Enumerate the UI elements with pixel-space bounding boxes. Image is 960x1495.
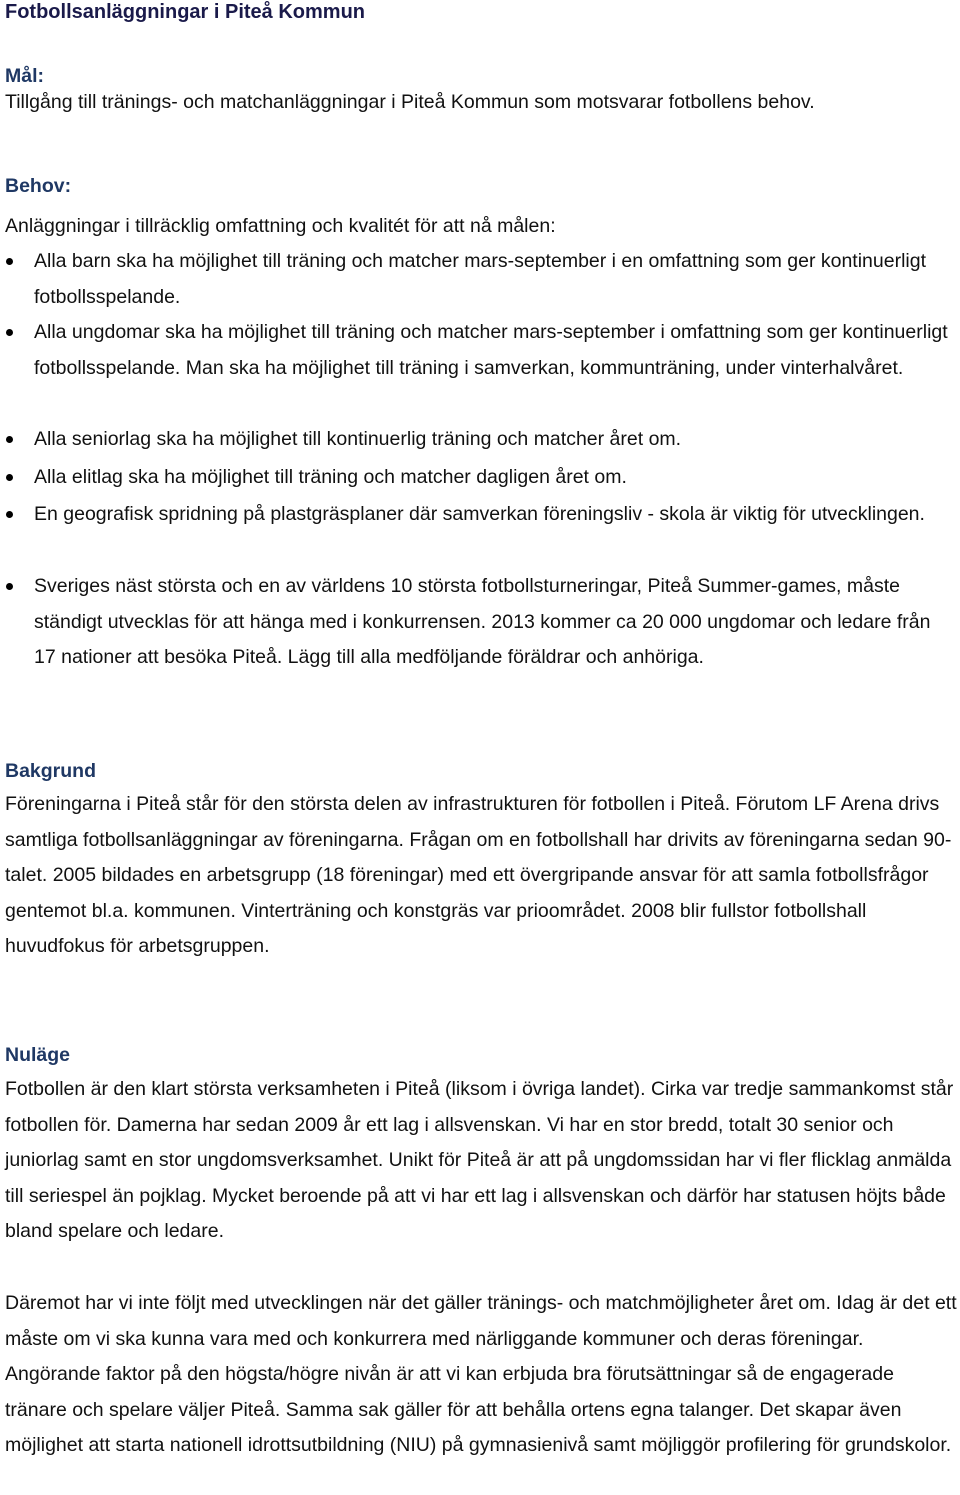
behov-bullet-item [5, 497, 957, 533]
bullet-text: Alla ungdomar ska ha möjlighet till träning och matcher mars-september i omfattning som ger kontinuerligt fotbollsspelande. Man ska ha möjlighet till träning i samverkan, kommunträning, under vinterhalvåret. [34, 321, 948, 379]
bullet-icon [6, 511, 13, 518]
bullet-text: Sveriges näst största och en av världens 10 största fotbollsturneringar, Piteå Summer-games, måste ständigt utvecklas för att hänga med i konkurrensen. 2013 kommer ca 20 000 ungdomar och ledare från 17 nationer att besöka Piteå. Lägg till alla medföljande föräldrar och anhöriga. [34, 575, 931, 668]
document-title: Fotbollsanläggningar i Piteå Kommun [5, 1, 366, 23]
bullet-text: Alla elitlag ska ha möjlighet till träning och matcher dagligen året om. [34, 466, 627, 488]
behov-bullet-item [5, 422, 957, 458]
bullet-text: Alla barn ska ha möjlighet till träning och matcher mars-september i en omfattning som ger kontinuerligt fotbollsspelande. [34, 250, 927, 308]
behov-bullet-item [5, 460, 957, 496]
behov-bullet-item [5, 569, 957, 676]
behov-intro: Anläggningar i tillräcklig omfattning och kvalitét för att nå målen: [5, 215, 556, 237]
bullet-text: En geografisk spridning på plastgräsplaner där samverkan föreningsliv - skola är viktig för utvecklingen. [34, 503, 925, 525]
section-heading-mal: Mål: [5, 65, 44, 87]
behov-bullet-item [5, 244, 957, 315]
behov-bullet-item [5, 315, 957, 386]
section-heading-bakgrund: Bakgrund [5, 760, 97, 782]
section-heading-nulage: Nuläge [5, 1044, 71, 1066]
bullet-icon [6, 583, 13, 590]
mal-text: Tillgång till tränings- och matchanläggningar i Piteå Kommun som motsvarar fotbollens behov. [5, 91, 815, 113]
bullet-icon [6, 474, 13, 481]
bullet-icon [6, 436, 13, 443]
bullet-text: Alla seniorlag ska ha möjlighet till kontinuerlig träning och matcher året om. [34, 428, 682, 450]
bullet-icon [6, 329, 13, 336]
nulage-paragraph: Däremot har vi inte följt med utvecklingen när det gäller tränings- och matchmöjligheter året om. Idag är det ett måste om vi ska kunna vara med och konkurrera med närliggande kommuner och deras föreningar. Angörande faktor på den högsta/högre nivån är att vi kan erbjuda bra förutsättningar så de engagerade tränare och spelare väljer Piteå. Samma sak gäller för att behålla ortens egna talanger. Det skapar även möjlighet att starta nationell idrottsutbildning (NIU) på gymnasienivå samt möjliggör profilering för grundskolor. [5, 1292, 957, 1456]
bakgrund-text: Föreningarna i Piteå står för den största delen av infrastrukturen för fotbollen i Piteå. Förutom LF Arena drivs samtliga fotbollsanläggningar av föreningarna. Frågan om en fotbollshall har drivits av föreningarna sedan 90-talet. 2005 bildades en arbetsgrupp (18 föreningar) med ett övergripande ansvar för att samla fotbollsfrågor gentemot bl.a. kommunen. Vinterträning och konstgräs var prioområdet. 2008 blir fullstor fotbollshall huvudfokus för arbetsgruppen. [5, 793, 952, 957]
section-heading-behov: Behov: [5, 175, 72, 197]
bullet-icon [6, 258, 13, 265]
nulage-paragraph: Fotbollen är den klart största verksamheten i Piteå (liksom i övriga landet). Cirka var tredje sammankomst står fotbollen för. Damerna har sedan 2009 år ett lag i allsvenskan. Vi har en stor bredd, totalt 30 senior och juniorlag samt en stor ungdomsverksamhet. Unikt för Piteå är att på ungdomssidan har vi fler flicklag anmälda till seriespel än pojklag. Mycket beroende på att vi har ett lag i allsvenskan och därför har statusen höjts både bland spelare och ledare. [5, 1078, 954, 1242]
